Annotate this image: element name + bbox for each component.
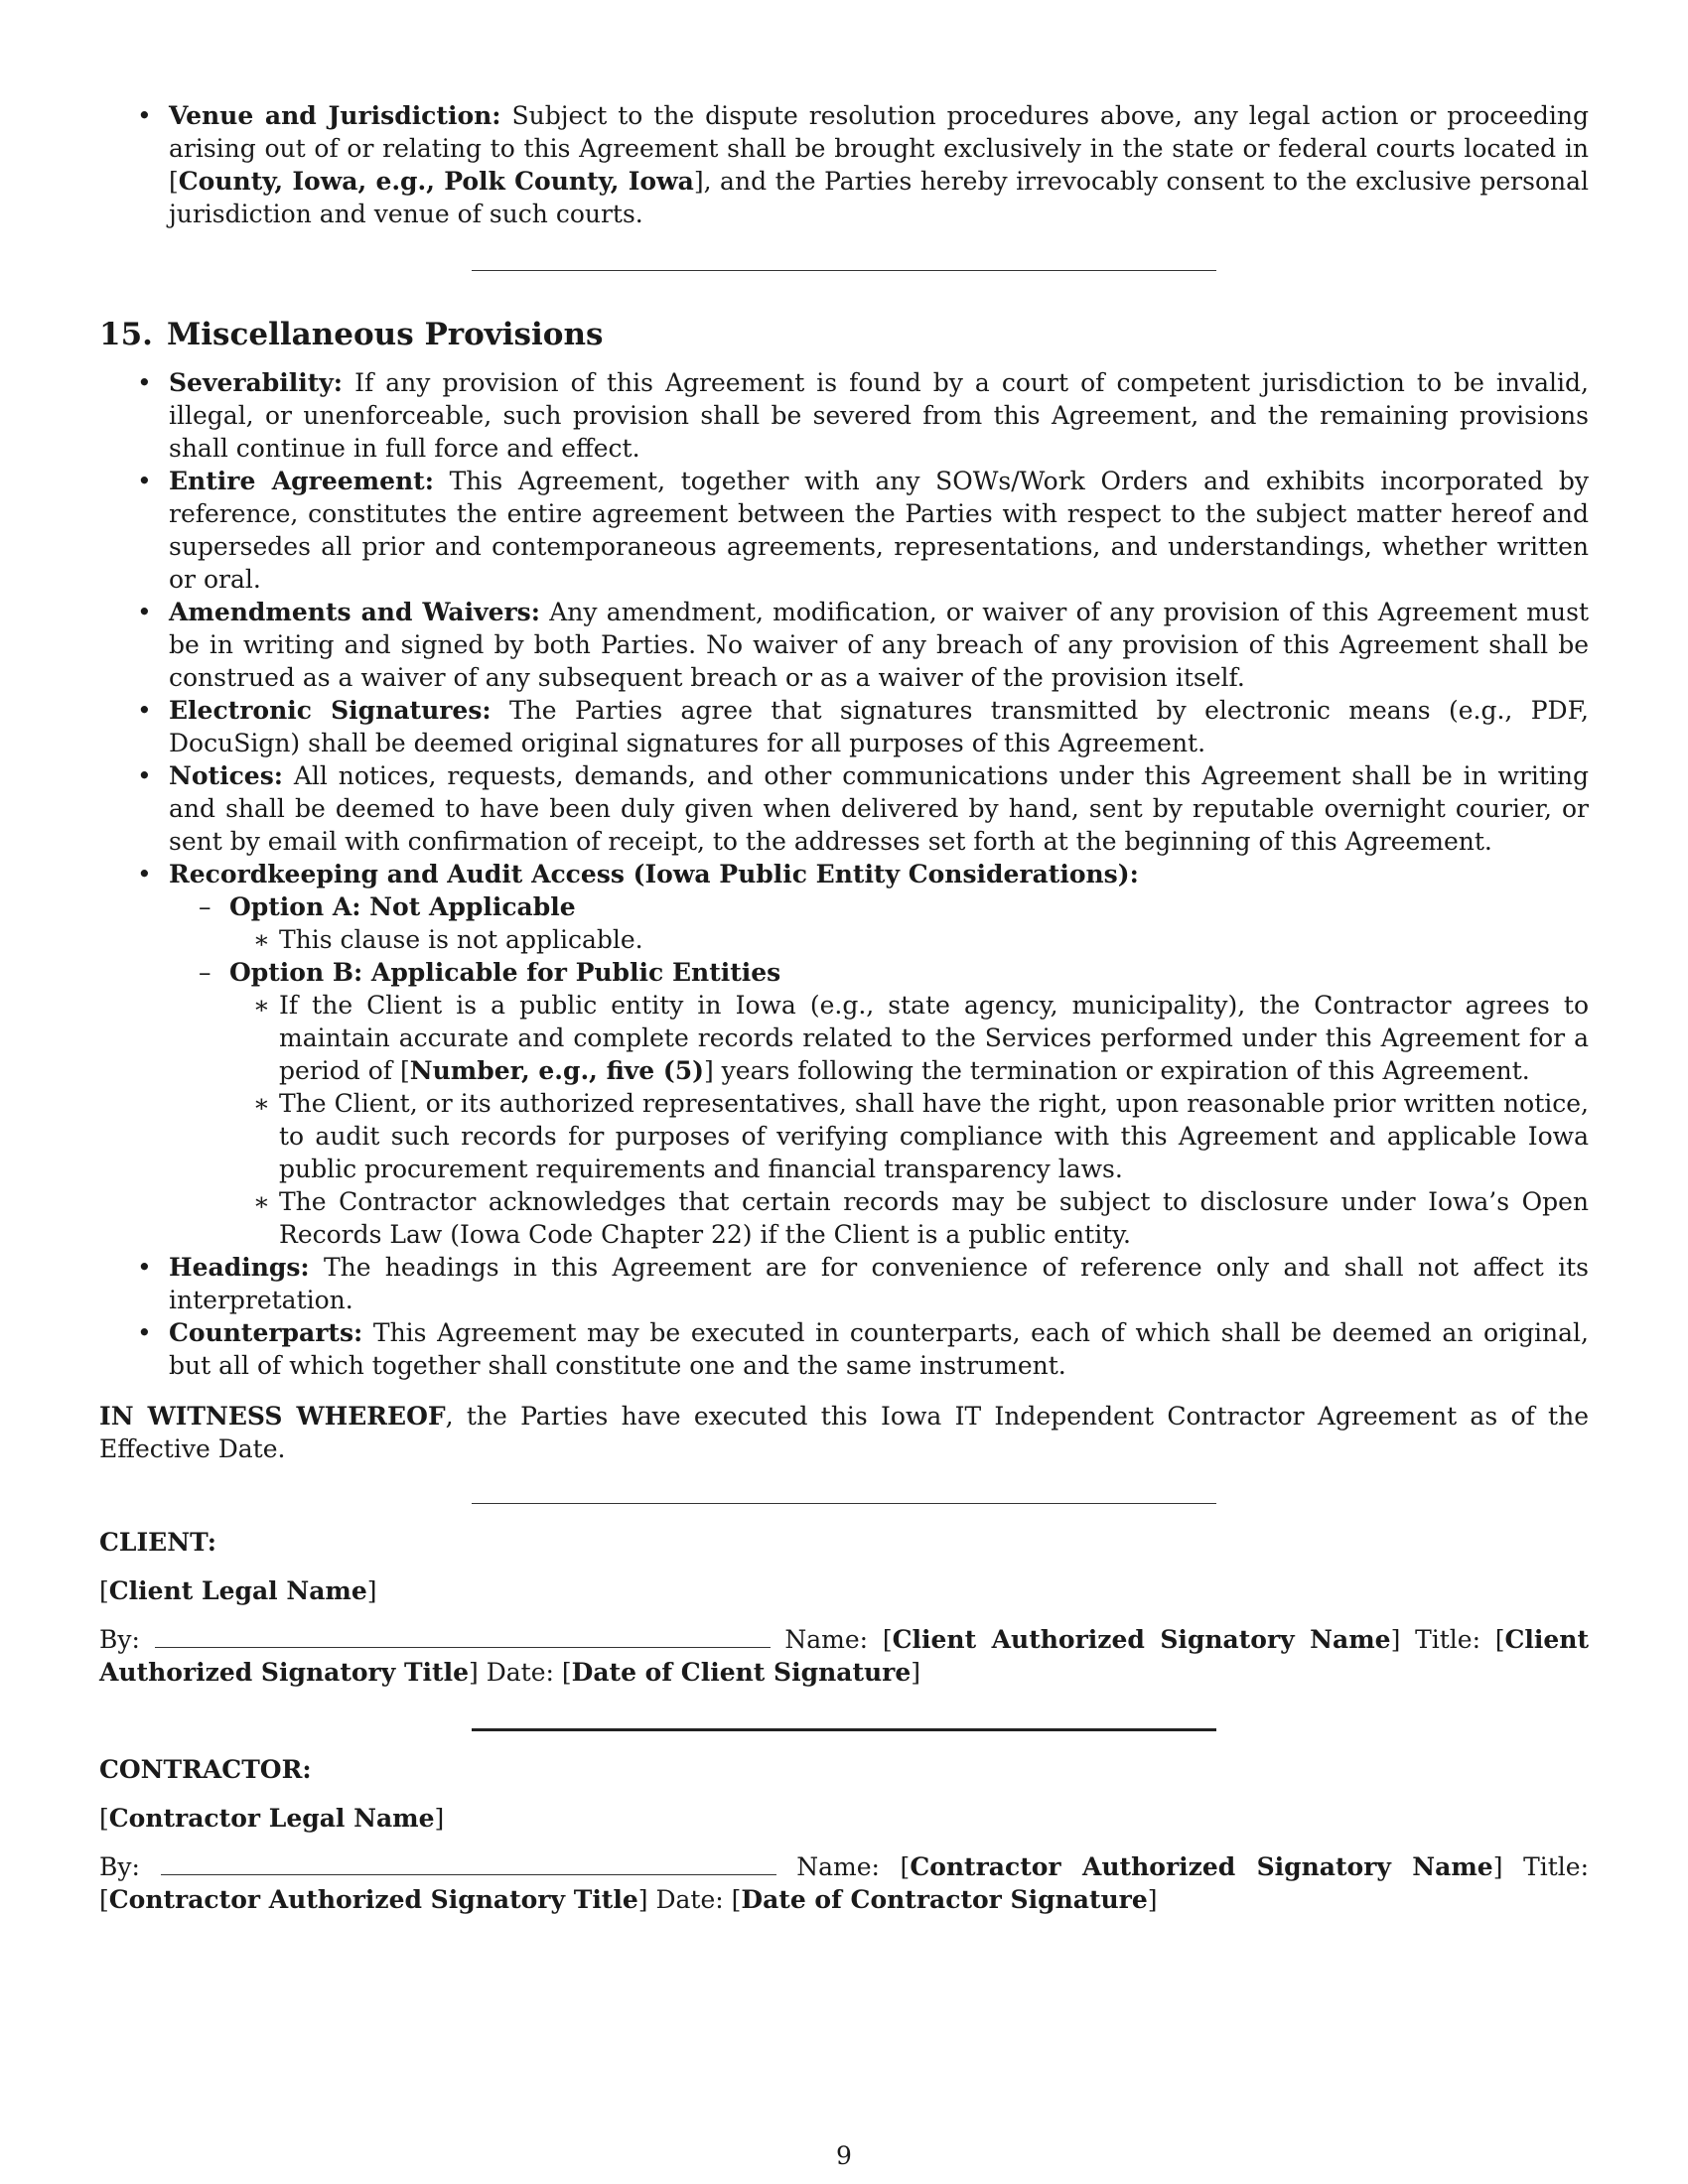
contractor-title-label: Title: xyxy=(1523,1852,1590,1881)
recordkeeping-label: Recordkeeping and Audit Access (Iowa Public Entity Considerations): xyxy=(169,860,1139,888)
venue-placeholder: County, Iowa, e.g., Polk County, Iowa xyxy=(178,167,694,196)
notices-label: Notices: xyxy=(169,761,284,790)
counterparts-item xyxy=(99,1316,1589,1382)
client-signature-line: By: Name: [Client Authorized Signatory Name] Title: [Client Authorized Signatory Title] Date: [Date of Client Signature] xyxy=(99,1625,1590,1687)
electronic-signatures-item xyxy=(99,694,1589,759)
amendments-label: Amendments and Waivers: xyxy=(169,598,540,626)
client-by-label: By: xyxy=(99,1625,140,1654)
document-page xyxy=(99,99,1589,1916)
section-15-heading xyxy=(99,315,1589,354)
contractor-date-label: Date: xyxy=(655,1885,724,1914)
severability-item xyxy=(99,366,1589,465)
option-b-subitem-records xyxy=(229,989,1589,1087)
recordkeeping-item xyxy=(99,858,1589,1251)
entire-agreement-item xyxy=(99,465,1589,596)
contractor-signatory-name: Contractor Authorized Signatory Name xyxy=(910,1852,1493,1881)
contractor-heading: CONTRACTOR: xyxy=(99,1755,312,1784)
contractor-date-value: Date of Contractor Signature xyxy=(741,1885,1148,1914)
page-number: 9 xyxy=(836,2141,852,2170)
electronic-signatures-label: Electronic Signatures: xyxy=(169,696,492,725)
option-b-records-text-2: ] years following the termination or expiration of this Agreement. xyxy=(703,1056,1530,1085)
option-b-list xyxy=(229,989,1589,1251)
contractor-name-label: Name: xyxy=(796,1852,880,1881)
option-b-records-text-1: If the Client is a public entity in Iowa (e.g., state agency, municipality), the Contractor agrees to maintain accurate and complete records related to the Services performed under this Agreement for a period of [ xyxy=(279,991,1589,1085)
option-b-subitem-disclosure: ∗ The Contractor acknowledges that certain records may be subject to disclosure under Iowa’s Open Records Law (Iowa Code Chapter 22) if the Client is a public entity. xyxy=(229,1185,1589,1251)
contractor-legal-name: [Contractor Legal Name] xyxy=(99,1804,445,1833)
venue-label: Venue and Jurisdiction: xyxy=(169,101,501,130)
counterparts-label: Counterparts: xyxy=(169,1318,363,1347)
option-b-label: Option B: Applicable for Public Entities xyxy=(229,958,781,987)
contractor-signatory-title: Contractor Authorized Signatory Title xyxy=(108,1885,638,1914)
option-b-item xyxy=(169,956,1589,1251)
entire-agreement-text: This Agreement, together with any SOWs/Work Orders and exhibits incorporated by reference, constitutes the entire agreement between the Parties with respect to the subject matter hereof and supersedes all prior and contemporaneous agreements, representations, and understandings, whether written or oral. xyxy=(169,467,1589,594)
client-title-label: Title: xyxy=(1415,1625,1480,1654)
venue-text-1: Subject to the dispute resolution procedures above, any legal action or proceeding arising out of or relating to this Agreement shall be brought exclusively in the state or federal courts located in [ xyxy=(169,101,1589,196)
client-signatory-name: Client Authorized Signatory Name xyxy=(892,1625,1391,1654)
client-heading: CLIENT: xyxy=(99,1528,217,1557)
witness-paragraph xyxy=(99,1400,1589,1465)
contractor-signature-field[interactable] xyxy=(161,1852,776,1875)
option-b-records-placeholder: Number, e.g., five (5) xyxy=(409,1056,704,1085)
witness-text: , the Parties have executed this Iowa IT Independent Contractor Agreement as of the Effective Date. xyxy=(99,1402,1589,1463)
amendments-item xyxy=(99,596,1589,694)
option-a-item xyxy=(169,890,1589,956)
witness-label: IN WITNESS WHEREOF xyxy=(99,1402,446,1431)
client-date-label: Date: xyxy=(486,1658,554,1687)
section-15-list xyxy=(99,366,1589,1382)
contractor-by-label: By: xyxy=(99,1852,140,1881)
option-a-subitem: ∗ This clause is not applicable. xyxy=(229,923,1589,956)
venue-jurisdiction-item xyxy=(99,99,1589,230)
notices-text: All notices, requests, demands, and other communications under this Agreement shall be in writing and shall be deemed to have been duly given when delivered by hand, sent by reputable overnight courier, or sent by email with confirmation of receipt, to the addresses set forth at the beginning of this Agreement. xyxy=(169,761,1589,856)
contractor-signature-line: By: Name: [Contractor Authorized Signatory Name] Title: [Contractor Authorized Signatory Title] Date: [Date of Contractor Signature] xyxy=(99,1852,1590,1914)
entire-agreement-label: Entire Agreement: xyxy=(169,467,434,495)
recordkeeping-options xyxy=(169,890,1589,1251)
severability-text: If any provision of this Agreement is found by a court of competent jurisdiction to be invalid, illegal, or unenforceable, such provision shall be severed from this Agreement, and the remaining provisions shall continue in full force and effect. xyxy=(169,368,1589,463)
client-date-value: Date of Client Signature xyxy=(571,1658,912,1687)
client-legal-name: [Client Legal Name] xyxy=(99,1576,377,1605)
venue-text-2: ], and the Parties hereby irrevocably consent to the exclusive personal jurisdiction and venue of such courts. xyxy=(169,167,1589,228)
option-a-list xyxy=(229,923,1589,956)
electronic-signatures-text: The Parties agree that signatures transmitted by electronic means (e.g., PDF, DocuSign) shall be deemed original signatures for all purposes of this Agreement. xyxy=(169,696,1589,757)
contractor-legal-name-text: Contractor Legal Name xyxy=(108,1804,435,1833)
headings-label: Headings: xyxy=(169,1253,310,1282)
headings-text: The headings in this Agreement are for convenience of reference only and shall not affect its interpretation. xyxy=(169,1253,1589,1314)
section-15-title: Miscellaneous Provisions xyxy=(166,317,604,352)
section-15-number: 15. xyxy=(99,317,153,352)
headings-item xyxy=(99,1251,1589,1316)
notices-item xyxy=(99,759,1589,858)
client-signature-field[interactable] xyxy=(155,1625,771,1648)
client-signatory-title: Client Authorized Signatory Title xyxy=(99,1625,1590,1687)
section-14-list xyxy=(99,99,1589,230)
option-a-label: Option A: Not Applicable xyxy=(229,892,576,921)
client-name-label: Name: xyxy=(784,1625,869,1654)
severability-label: Severability: xyxy=(169,368,344,397)
client-legal-name-text: Client Legal Name xyxy=(108,1576,367,1605)
counterparts-text: This Agreement may be executed in counterparts, each of which shall be deemed an original, but all of which together shall constitute one and the same instrument. xyxy=(169,1318,1589,1380)
option-b-subitem-audit: ∗ The Client, or its authorized representatives, shall have the right, upon reasonable prior written notice, to audit such records for purposes of verifying compliance with this Agreement and applicable Iowa public procurement requirements and financial transparency laws. xyxy=(229,1087,1589,1185)
amendments-text: Any amendment, modification, or waiver of any provision of this Agreement must be in writing and signed by both Parties. No waiver of any breach of any provision of this Agreement shall be construed as a waiver of any subsequent breach or as a waiver of the provision itself. xyxy=(169,598,1589,692)
